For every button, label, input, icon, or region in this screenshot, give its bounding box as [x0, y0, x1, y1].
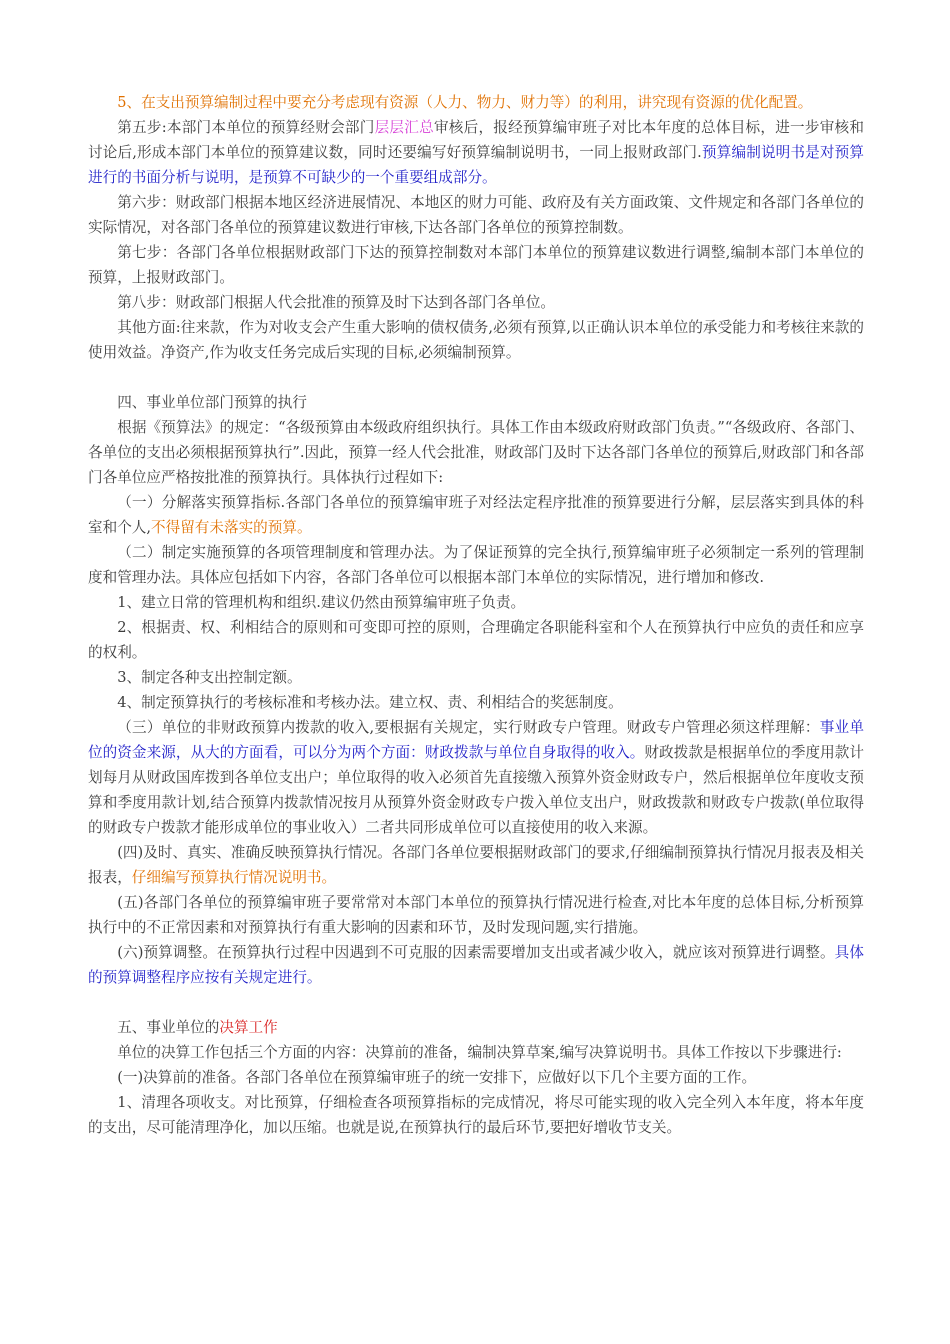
paragraph — [88, 690, 864, 715]
highlighted-text: 仔细编写预算执行情况说明书。 — [131, 869, 337, 886]
paragraph — [88, 890, 864, 940]
body-text: 2、根据责、权、利相结合的原则和可变即可控的原则，合理确定各职能科室和个人在预算执行中应负的责任和应享的权利。 — [88, 619, 864, 661]
highlighted-text: 层层汇总 — [374, 119, 434, 136]
paragraph — [88, 715, 864, 840]
body-text: 4、制定预算执行的考核标准和考核办法。建立权、责、利相结合的奖惩制度。 — [117, 694, 623, 711]
body-text: 第七步：各部门各单位根据财政部门下达的预算控制数对本部门本单位的预算建议数进行调整,编制本部门本单位的预算，上报财政部门。 — [88, 244, 864, 286]
body-text: 财政拨款是根据单位的季度用款计划每月从财政国库拨到各单位支出户；单位取得的收入必须首先直接缴入预算外资金财政专户，然后根据单位年度收支预算和季度用款计划,结合预算内拨款情况按月从预算外资金财政专户拨入单位支出户，财政拨款和财政专户拨款(单位取得的财政专户拨款才能形成单位的事业收入）二者共同形成单位可以直接使用的收入来源。 — [88, 744, 864, 836]
paragraph — [88, 90, 864, 115]
body-text: (一)决算前的准备。各部门各单位在预算编审班子的统一安排下，应做好以下几个主要方面的工作。 — [117, 1069, 757, 1086]
paragraph-gap — [88, 365, 864, 390]
highlighted-text: 预算编制说明书是对预算进行的书面分析与说明，是预算不可缺少的一个重要组成部分。 — [88, 144, 864, 186]
paragraph — [88, 615, 864, 665]
body-text: 3、制定各种支出控制定额。 — [117, 669, 302, 686]
paragraph — [88, 590, 864, 615]
highlighted-text: 决算工作 — [219, 1019, 278, 1036]
highlighted-text: 在支出预算编制过程中要充分考虑现有资源（人力、物力、财力等）的利用，讲究现有资源的优化配置。 — [141, 94, 813, 111]
paragraph-gap — [88, 990, 864, 1015]
body-text: （一）分解落实预算指标.各部门各单位的预算编审班子对经法定程序批准的预算要进行分解，层层落实到具体的科室和个人, — [88, 494, 864, 536]
body-text: 五、事业单位的 — [117, 1019, 220, 1036]
paragraph — [88, 1040, 864, 1065]
highlighted-text: 具体的预算调整程序应按有关规定进行。 — [88, 944, 864, 986]
body-text: (五)各部门各单位的预算编审班子要常常对本部门本单位的预算执行情况进行检查,对比本年度的总体目标,分析预算执行中的不正常因素和对预算执行有重大影响的因素和环节，及时发现问题,实行措施。 — [88, 894, 864, 936]
body-text: （二）制定实施预算的各项管理制度和管理办法。为了保证预算的完全执行,预算编审班子必须制定一系列的管理制度和管理办法。具体应包括如下内容，各部门各单位可以根据本部门本单位的实际情况，进行增加和修改. — [88, 544, 864, 586]
highlighted-text: 事业单位的资金来源，从大的方面看，可以分为两个方面：财政拨款与单位自身取得的收入。 — [88, 719, 864, 761]
paragraph — [88, 290, 864, 315]
body-text: (四)及时、真实、准确反映预算执行情况。各部门各单位要根据财政部门的要求,仔细编制预算执行情况月报表及相关报表， — [88, 844, 864, 886]
paragraph — [88, 115, 864, 190]
paragraph — [88, 840, 864, 890]
paragraph — [88, 1090, 864, 1140]
body-text: 审核后，报经预算编审班子对比本年度的总体目标，进一步审核和讨论后,形成本部门本单位的预算建议数，同时还要编写好预算编制说明书，一同上报财政部门. — [88, 119, 864, 161]
highlighted-text: 不得留有未落实的预算。 — [151, 519, 312, 536]
paragraph — [88, 1015, 864, 1040]
body-text: 四、事业单位部门预算的执行 — [117, 394, 307, 411]
highlighted-text: 5、 — [117, 94, 142, 111]
paragraph — [88, 665, 864, 690]
body-text: 1、清理各项收支。对比预算，仔细检查各项预算指标的完成情况，将尽可能实现的收入完全列入本年度，将本年度的支出，尽可能清理净化，加以压缩。也就是说,在预算执行的最后环节,要把好增收节支关。 — [88, 1094, 864, 1136]
body-text: (六)预算调整。在预算执行过程中因遇到不可克服的因素需要增加支出或者减少收入，就应该对预算进行调整。 — [117, 944, 835, 961]
paragraph — [88, 390, 864, 415]
body-text: 1、建立日常的管理机构和组织.建议仍然由预算编审班子负责。 — [117, 594, 526, 611]
paragraph — [88, 1065, 864, 1090]
body-text: 根据《预算法》的规定：“各级预算由本级政府组织执行。具体工作由本级政府财政部门负责。”“各级政府、各部门、各单位的支出必须根据预算执行”.因此，预算一经人代会批准，财政部门及时下达各部门各单位的预算后,财政部门和各部门各单位应严格按批准的预算执行。具体执行过程如下: — [88, 419, 864, 486]
paragraph — [88, 415, 864, 490]
body-text: 其他方面:往来款，作为对收支会产生重大影响的债权债务,必须有预算,以正确认识本单位的承受能力和考核往来款的使用效益。净资产,作为收支任务完成后实现的目标,必须编制预算。 — [88, 319, 864, 361]
body-text: 第八步：财政部门根据人代会批准的预算及时下达到各部门各单位。 — [117, 294, 556, 311]
paragraph — [88, 315, 864, 365]
body-text: 第五步:本部门本单位的预算经财会部门 — [117, 119, 375, 136]
document-page — [88, 90, 864, 1140]
paragraph — [88, 940, 864, 990]
body-text: 第六步：财政部门根据本地区经济进展情况、本地区的财力可能、政府及有关方面政策、文件规定和各部门各单位的实际情况，对各部门各单位的预算建议数进行审核,下达各部门各单位的预算控制数。 — [88, 194, 864, 236]
body-text: 单位的决算工作包括三个方面的内容：决算前的准备，编制决算草案,编写决算说明书。具体工作按以下步骤进行: — [117, 1044, 842, 1061]
body-text: （三）单位的非财政预算内拨款的收入,要根据有关规定，实行财政专户管理。财政专户管理必须这样理解： — [117, 719, 820, 736]
paragraph — [88, 540, 864, 590]
paragraph — [88, 240, 864, 290]
paragraph — [88, 490, 864, 540]
paragraph — [88, 190, 864, 240]
